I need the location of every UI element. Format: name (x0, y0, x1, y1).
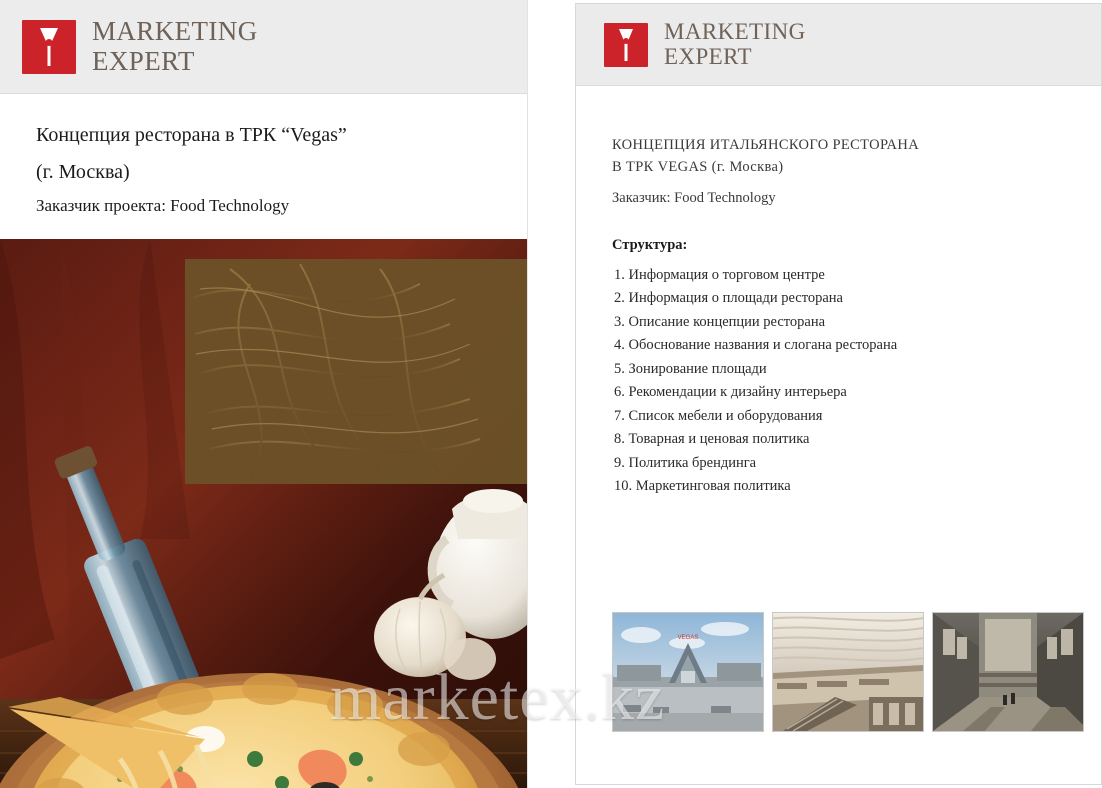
pen-nib-icon (22, 20, 76, 74)
right-client-line: Заказчик: Food Technology (612, 189, 776, 206)
slide-right-header (576, 4, 1101, 86)
list-item: 1. Информация о торговом центре (614, 266, 825, 283)
list-item: 3. Описание концепции ресторана (614, 313, 826, 330)
pizza-photo (0, 239, 527, 788)
brand-line-1: MARKETING (664, 18, 806, 44)
watermark-text: marketex.kz (330, 661, 666, 734)
right-title-line-1: КОНЦЕПЦИЯ ИТАЛЬЯНСКОГО РЕСТОРАНА (612, 137, 920, 153)
right-title-line-2: В ТРК VEGAS (г. Москва) (612, 159, 784, 176)
list-item: 8. Товарная и ценовая политика (614, 431, 810, 448)
list-item: 6. Рекомендации к дизайну интерьера (614, 384, 847, 401)
thumbnail-strip (612, 612, 1084, 732)
svg-text:VEGAS: VEGAS (677, 635, 699, 641)
mall-corridor-thumbnail (932, 612, 1084, 732)
structure-list (612, 264, 1071, 499)
slide-left (0, 0, 527, 788)
slide-left-titleblock (0, 94, 527, 239)
brand-line-2: EXPERT (92, 45, 195, 76)
list-item: 10. Маркетинговая политика (614, 478, 791, 495)
left-title-line-1: Концепция ресторана в ТРК “Vegas” (36, 124, 347, 146)
mall-exterior-thumbnail (612, 612, 764, 732)
list-item: 7. Список мебели и оборудования (614, 407, 823, 424)
structure-heading: Структура: (612, 236, 688, 253)
slide-left-header (0, 0, 527, 94)
brand-line-2: EXPERT (664, 43, 752, 69)
brand-line-1: MARKETING (92, 16, 258, 47)
brand-wordmark (664, 20, 806, 70)
brand-wordmark (92, 17, 258, 75)
slide-right-body (576, 86, 1101, 499)
left-client-line: Заказчик проекта: Food Technology (36, 196, 290, 215)
pen-nib-icon (604, 23, 648, 67)
list-item: 4. Обоснование названия и слогана ресторана (614, 337, 898, 354)
list-item: 2. Информация о площади ресторана (614, 290, 843, 307)
left-title-line-2: (г. Москва) (36, 161, 130, 183)
slide-right (575, 3, 1102, 785)
list-item: 9. Политика брендинга (614, 454, 757, 471)
list-item: 5. Зонирование площади (614, 360, 767, 377)
mall-atrium-thumbnail (772, 612, 924, 732)
